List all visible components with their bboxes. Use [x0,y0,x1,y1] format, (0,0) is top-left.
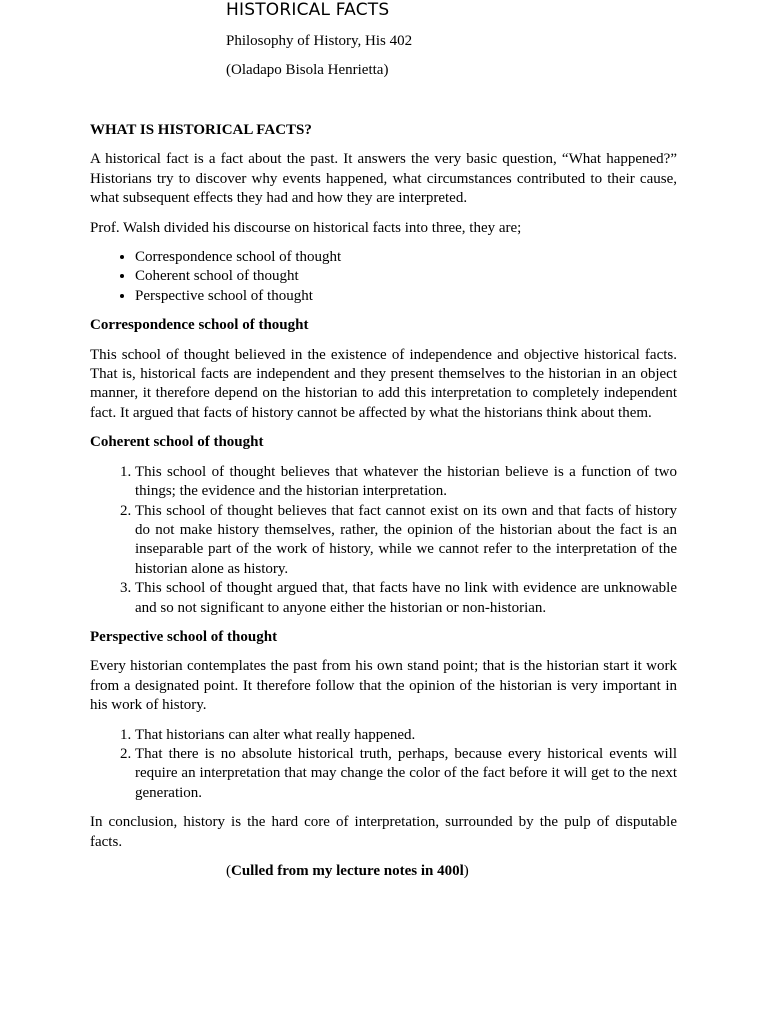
section-heading-correspondence: Correspondence school of thought [90,317,309,334]
list-item: 2. That there is no absolute historical truth, perhaps, because every historical events will require an interpretation that may change the color of the fact before it will get to the next generation. [135,745,677,803]
section-heading-perspective: Perspective school of thought [90,628,278,645]
course-line: Philosophy of History, His 402 [226,33,413,49]
section-heading-intro: WHAT IS HISTORICAL FACTS? [90,122,312,138]
correspondence-paragraph: This school of thought believed in the existence of independence and objective historical facts. That is, historical facts are independent and they present themselves to the historian in an object manner, it therefore depend on the historian to add this interpretation to completely independent fact. It argued that facts of history cannot be affected by what the historians think about them. [90,346,677,421]
source-note [90,862,677,881]
list-item: • Perspective school of thought [135,287,677,306]
coherent-numbered-list [90,463,677,618]
source-note-text: Culled from my lecture notes in 400l [231,863,464,879]
section-heading-coherent: Coherent school of thought [90,434,264,451]
perspective-paragraph: Every historian contemplates the past from his own stand point; that is the historian start it work from a designated point. It therefore follow that the opinion of the historian is very important in his work of history. [90,658,677,714]
document-body [90,121,677,881]
perspective-numbered-list [90,726,677,804]
list-item: 1. This school of thought believes that whatever the historian believe is a function of two things; the evidence and the historian interpretation. [135,463,677,502]
list-item: 1. That historians can alter what really happened. [135,726,677,745]
source-note-close: ) [463,863,469,879]
source-note-open: ( [226,863,231,879]
conclusion-paragraph: In conclusion, history is the hard core of interpretation, surrounded by the pulp of disputable facts. [90,814,677,850]
list-item: 2. This school of thought believes that fact cannot exist on its own and that facts of history do not make history themselves, rather, the opinion of the historian about the fact is an inseparable part of the work of history, while we cannot refer to the interpretation of the historian alone as history. [135,502,677,580]
author-line: (Oladapo Bisola Henrietta) [226,62,389,78]
intro-paragraph: A historical fact is a fact about the past. It answers the very basic question, “What happened?” Historians try to discover why events happened, what circumstances contributed to their cause, what subsequent effects they had and how they are interpreted. [90,151,677,207]
schools-bullet-list [90,248,677,306]
walsh-paragraph: Prof. Walsh divided his discourse on historical facts into three, they are; [90,219,522,236]
document-title: HISTORICAL FACTS [226,0,390,20]
list-item: • Coherent school of thought [135,267,677,286]
list-item: 3. This school of thought argued that, that facts have no link with evidence are unknowable and so not significant to anyone either the historian or non-historian. [135,579,677,618]
list-item: • Correspondence school of thought [135,248,677,267]
